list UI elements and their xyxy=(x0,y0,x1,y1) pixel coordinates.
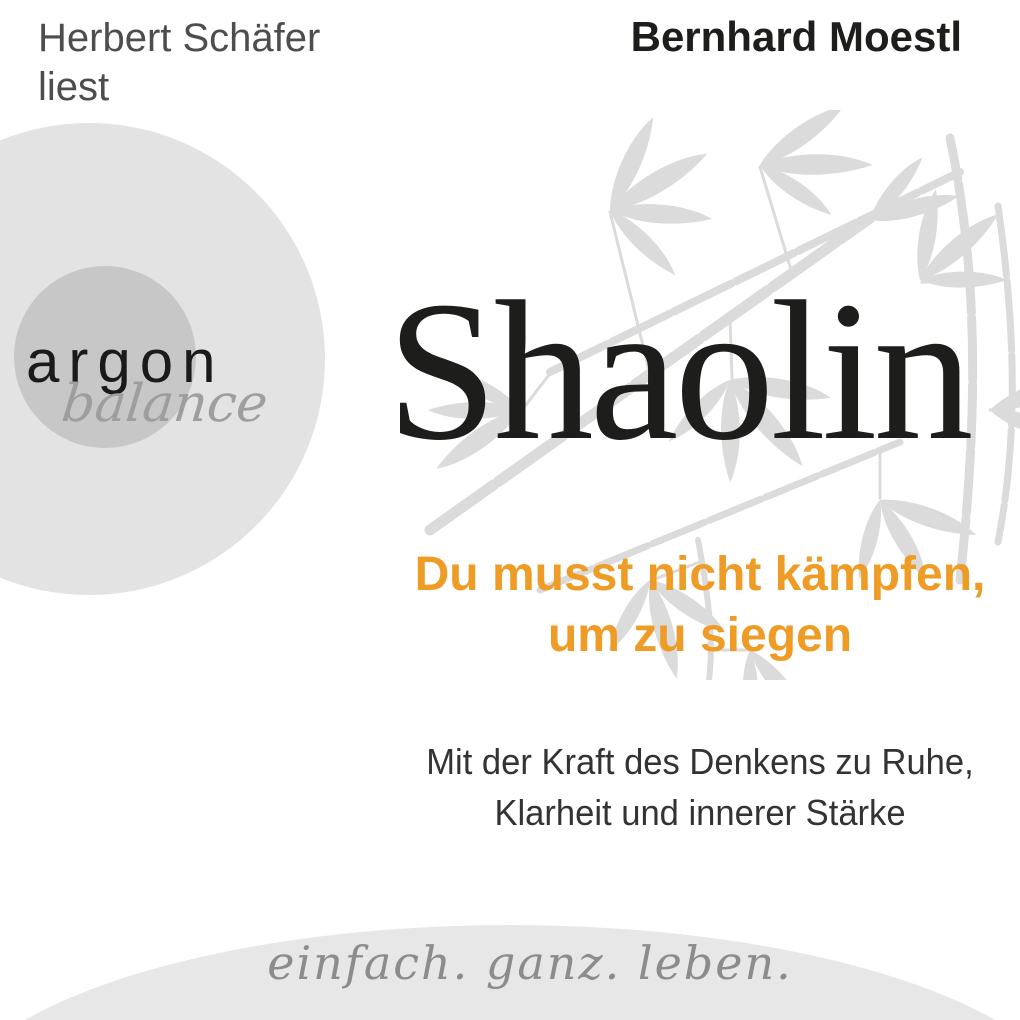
book-title: Shaolin xyxy=(386,261,970,482)
book-description xyxy=(398,736,1003,838)
subtitle-line-2: um zu siegen xyxy=(547,609,853,663)
publisher-brand: argon xyxy=(26,328,225,395)
publisher-tagline: einfach. ganz. leben. xyxy=(267,936,793,990)
book-subtitle xyxy=(385,544,1015,667)
author-name: Bernhard Moestl xyxy=(630,13,962,60)
narrator-verb: liest xyxy=(38,64,110,109)
narrator-name: Herbert Schäfer xyxy=(38,16,321,60)
narrator-credit xyxy=(38,14,320,112)
subtitle-line-1: Du musst nicht kämpfen, xyxy=(414,548,986,601)
description-line-2: Klarheit und innerer Stärke xyxy=(494,792,906,834)
publisher-imprint: balance xyxy=(58,374,271,434)
description-line-1: Mit der Kraft des Denkens zu Ruhe, xyxy=(426,741,974,782)
